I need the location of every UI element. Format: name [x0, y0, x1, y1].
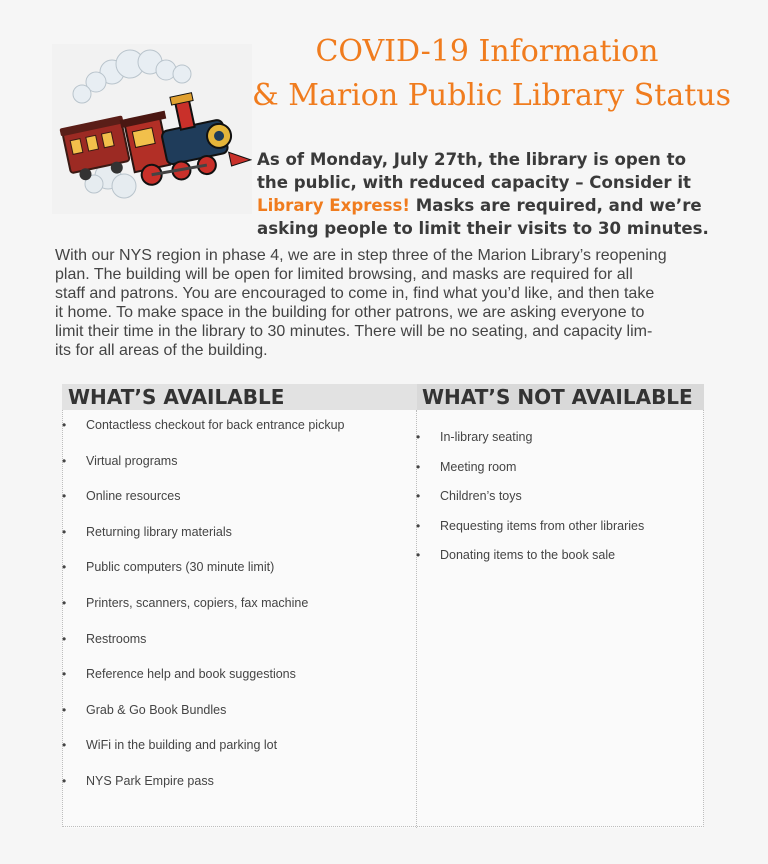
available-item-label: Returning library materials [86, 524, 232, 539]
available-item-label: Virtual programs [86, 453, 178, 468]
available-item-label: Public computers (30 minute limit) [86, 560, 275, 575]
paragraph-line-2: plan. The building will be open for limited browsing, and masks are required for all [55, 266, 633, 283]
announcement-line-2: the public, with reduced capacity – Consider it [257, 173, 691, 192]
available-item [62, 632, 344, 668]
not-available-item-label: Donating items to the book sale [440, 548, 616, 563]
page-title [252, 30, 731, 118]
available-item [62, 418, 344, 454]
title-line-1: COVID-19 Information [315, 34, 659, 69]
available-item-label: Restrooms [86, 631, 147, 646]
available-item [62, 703, 344, 739]
available-item-label: Reference help and book suggestions [86, 667, 296, 682]
steam-train-icon [52, 44, 252, 214]
not-available-item [416, 519, 644, 549]
available-item [62, 560, 344, 596]
bullet-icon: • [62, 702, 67, 717]
library-express-highlight: Library Express! [257, 196, 410, 215]
reopening-paragraph [55, 246, 725, 360]
bullet-icon: • [62, 524, 67, 539]
available-item [62, 489, 344, 525]
bullet-icon: • [416, 518, 421, 533]
available-item-label: Online resources [86, 489, 181, 504]
available-item-label: Grab & Go Book Bundles [86, 702, 227, 717]
bullet-icon: • [62, 560, 67, 575]
bullet-icon: • [62, 453, 67, 468]
bullet-icon: • [62, 489, 67, 504]
paragraph-line-3: staff and patrons. You are encouraged to come in, find what you’d like, and then take [55, 285, 655, 302]
available-heading: WHAT’S AVAILABLE [68, 385, 285, 409]
steam-train-illustration [52, 44, 252, 214]
available-item [62, 774, 344, 810]
bullet-icon: • [416, 489, 421, 504]
bullet-icon: • [62, 738, 67, 753]
bullet-icon: • [62, 773, 67, 788]
status-announcement [257, 148, 727, 240]
not-available-item [416, 548, 644, 578]
paragraph-line-5: limit their time in the library to 30 minutes. There will be no seating, and capacity lim- [55, 323, 653, 340]
bullet-icon: • [62, 418, 67, 432]
announcement-line-3-rest: Masks are required, and we’re [409, 196, 702, 215]
not-available-list [416, 430, 644, 578]
available-item [62, 596, 344, 632]
available-item [62, 667, 344, 703]
paragraph-line-6: its for all areas of the building. [55, 342, 268, 359]
not-available-item [416, 430, 644, 460]
not-available-heading: WHAT’S NOT AVAILABLE [422, 385, 693, 409]
bullet-icon: • [416, 459, 421, 474]
available-list [62, 418, 344, 810]
available-item [62, 738, 344, 774]
not-available-item [416, 460, 644, 490]
not-available-item-label: Meeting room [440, 459, 517, 474]
not-available-item [416, 489, 644, 519]
available-item [62, 454, 344, 490]
availability-table [62, 384, 704, 828]
bullet-icon: • [62, 667, 67, 682]
bullet-icon: • [62, 631, 67, 646]
bullet-icon: • [62, 595, 67, 610]
available-item-label: Printers, scanners, copiers, fax machine [86, 595, 309, 610]
not-available-item-label: Requesting items from other libraries [440, 518, 645, 533]
not-available-item-label: In-library seating [440, 430, 533, 444]
paragraph-line-4: it home. To make space in the building for other patrons, we are asking everyone to [55, 304, 645, 321]
announcement-line-3 [257, 194, 727, 217]
announcement-line-1: As of Monday, July 27th, the library is open to [257, 150, 686, 169]
bullet-icon: • [416, 430, 421, 444]
available-item-label: Contactless checkout for back entrance pickup [86, 418, 345, 432]
available-item-label: NYS Park Empire pass [86, 773, 214, 788]
available-item-label: WiFi in the building and parking lot [86, 738, 278, 753]
paragraph-line-1: With our NYS region in phase 4, we are in step three of the Marion Library’s reopening [55, 247, 667, 264]
not-available-item-label: Children’s toys [440, 489, 522, 504]
bullet-icon: • [416, 548, 421, 563]
announcement-line-4: asking people to limit their visits to 30 minutes. [257, 219, 709, 238]
title-line-2: & Marion Public Library Status [252, 78, 731, 113]
table-header-bar [62, 384, 704, 410]
available-item [62, 525, 344, 561]
